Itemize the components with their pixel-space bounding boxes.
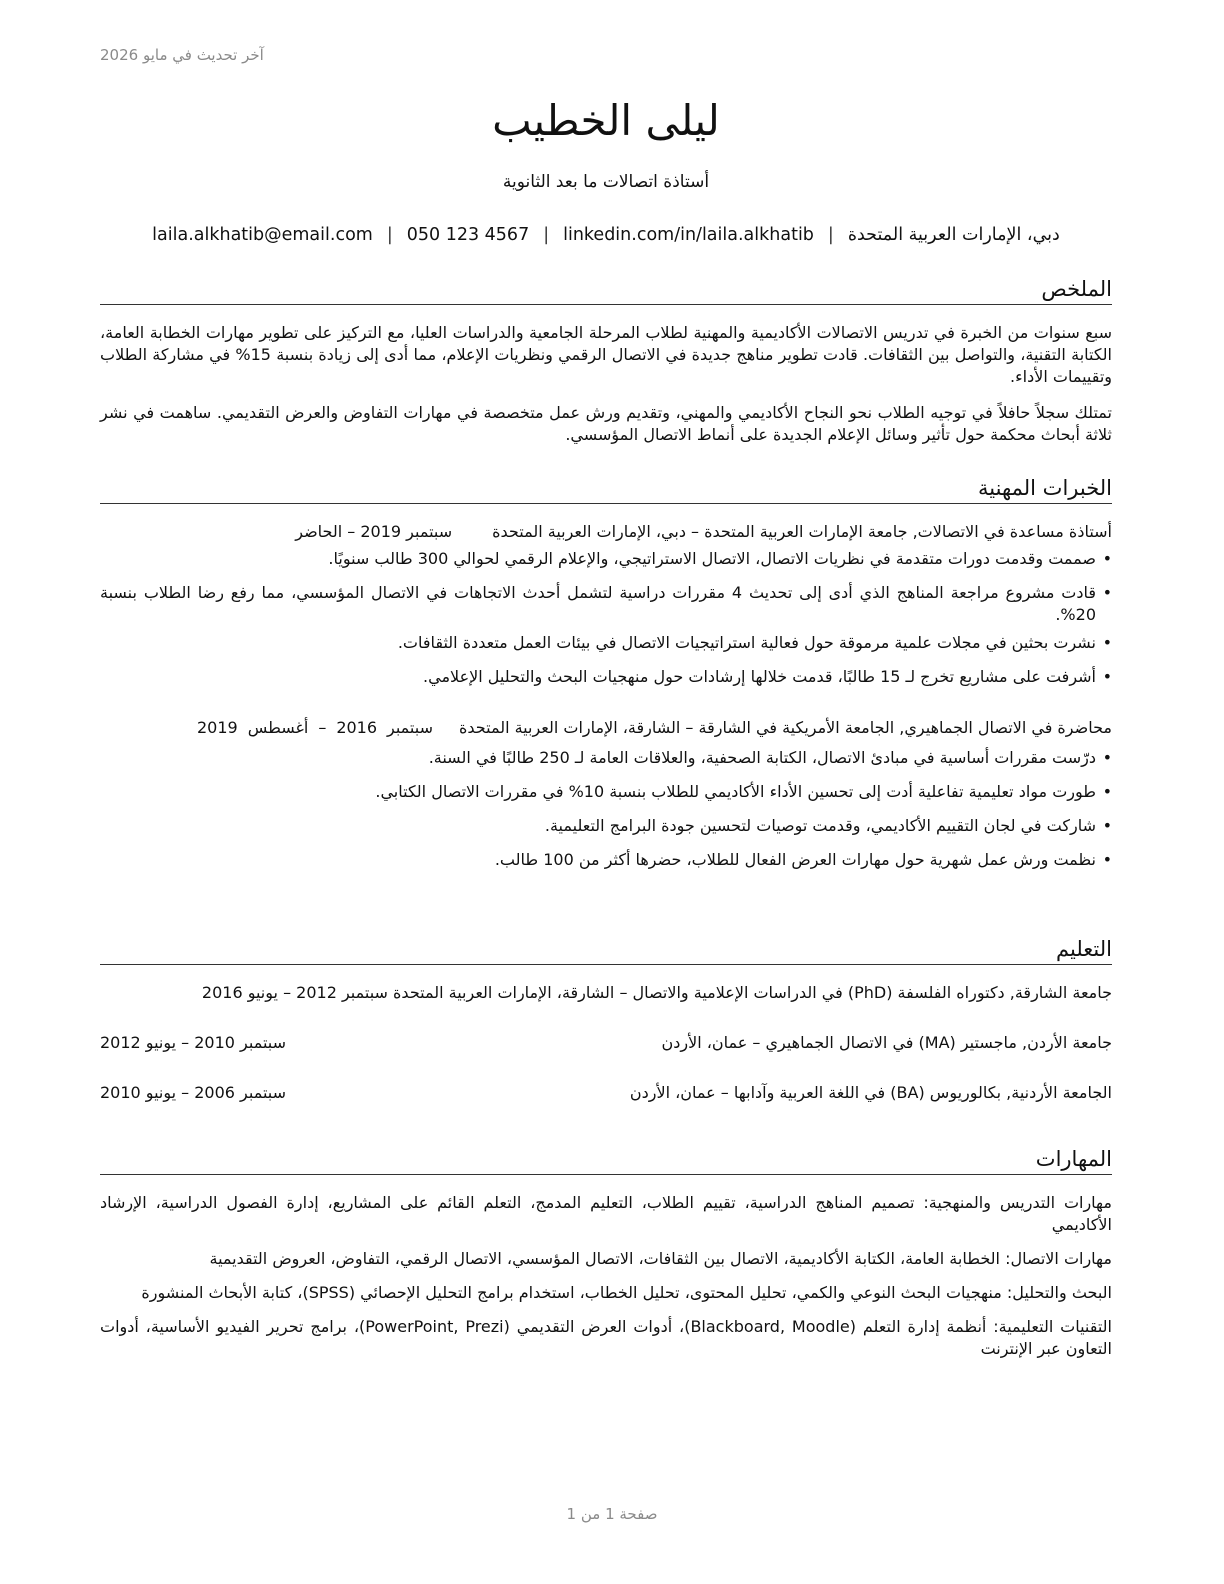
- job-bullets: [100, 548, 1112, 688]
- list-item: • شاركت في لجان التقييم الأكاديمي، وقدمت توصيات لتحسين جودة البرامج التعليمية.: [100, 815, 1112, 837]
- education-dates: سبتمبر 2006 – يونيو 2010: [100, 1083, 287, 1102]
- last-updated-note: آخر تحديث في مايو 2026: [100, 46, 264, 64]
- skill-group: البحث والتحليل: منهجيات البحث النوعي والكمي، تحليل المحتوى، تحليل الخطاب، استخدام برامج التحليل الإحصائي (SPSS)، كتابة الأبحاث المنشورة: [141, 1283, 1112, 1302]
- section-heading-summary: الملخص: [100, 276, 1112, 305]
- contact-location: دبي، الإمارات العربية المتحدة: [847, 225, 1060, 245]
- job-entry: [100, 521, 1112, 688]
- list-item: • درّست مقررات أساسية في مبادئ الاتصال، الكتابة الصحفية، والعلاقات العامة لـ 250 طالبًا في السنة.: [100, 747, 1112, 769]
- education-degree: جامعة الأردن, ماجستير (MA) في الاتصال الجماهيري – عمان، الأردن: [661, 1033, 1112, 1052]
- page-number: صفحة 1 من 1: [566, 1505, 658, 1523]
- skill-group: التقنيات التعليمية: أنظمة إدارة التعلم (Blackboard, Moodle)، أدوات العرض التقديمي (PowerPoint, Prezi)، برامج تحرير الفيديو الأساسية، أدوات التعاون عبر الإنترنت: [100, 1317, 1112, 1358]
- summary-paragraph: سبع سنوات من الخبرة في تدريس الاتصالات الأكاديمية والمهنية لطلاب المرحلة الجامعية والدراسات العليا، مع التركيز على تطوير مهارات الخطابة العامة، الكتابة التقنية، والتواصل بين الثقافات. قادت تطوير مناهج جديدة في الاتصال الرقمي ونظريات الإعلام، مما أدى إلى زيادة بنسبة 15% في مشاركة الطلاب وتقييمات الأداء.: [100, 323, 1113, 386]
- job-entry: [100, 717, 1112, 871]
- education-dates: سبتمبر 2012 – يونيو 2016: [201, 983, 388, 1002]
- education-entry: [100, 1082, 1112, 1104]
- section-heading-experience: الخبرات المهنية: [100, 475, 1112, 504]
- job-title: محاضرة في الاتصال الجماهيري, الجامعة الأمريكية في الشارقة – الشارقة، الإمارات العربية المتحدة: [459, 718, 1112, 737]
- education-entry: [100, 982, 1112, 1004]
- job-dates: سبتمبر 2019 – الحاضر: [295, 522, 453, 541]
- section-heading-education: التعليم: [100, 936, 1112, 965]
- education-section: [100, 936, 1112, 1104]
- list-item: • نظمت ورش عمل شهرية حول مهارات العرض الفعال للطلاب، حضرها أكثر من 100 طالب.: [100, 849, 1112, 871]
- contact-email[interactable]: laila.alkhatib@email.com: [152, 225, 373, 245]
- education-entry: [100, 1032, 1112, 1054]
- candidate-title: أستاذة اتصالات ما بعد الثانوية: [502, 172, 710, 192]
- contact-separator: |: [543, 225, 550, 245]
- summary-paragraph: تمتلك سجلاً حافلاً في توجيه الطلاب نحو النجاح الأكاديمي والمهني، وتقديم ورش عمل متخصصة في مهارات التفاوض والعرض التقديمي. ساهمت في نشر ثلاثة أبحاث محكمة حول تأثير وسائل الإعلام الجديدة على أنماط الاتصال المؤسسي.: [100, 403, 1112, 444]
- contact-linkedin[interactable]: linkedin.com/in/laila.alkhatib: [563, 225, 814, 245]
- job-bullets: [100, 747, 1112, 871]
- job-dates: سبتمبر 2016 – أغسطس 2019: [197, 718, 433, 737]
- contact-phone[interactable]: 050 123 4567: [406, 225, 530, 245]
- summary-section: [100, 276, 1112, 446]
- job-title: أستاذة مساعدة في الاتصالات, جامعة الإمارات العربية المتحدة – دبي، الإمارات العربية المتحدة: [492, 522, 1112, 541]
- contact-line: [100, 225, 1112, 245]
- list-item: • طورت مواد تعليمية تفاعلية أدت إلى تحسين الأداء الأكاديمي للطلاب بنسبة 10% في مقررات الاتصال الكتابي.: [100, 781, 1112, 803]
- contact-separator: |: [386, 225, 393, 245]
- education-dates: سبتمبر 2010 – يونيو 2012: [100, 1033, 287, 1052]
- education-degree: [100, 982, 1112, 1004]
- skill-group: مهارات الاتصال: الخطابة العامة، الكتابة الأكاديمية، الاتصال بين الثقافات، الاتصال المؤسسي، الاتصال الرقمي، التفاوض، العروض التقديمية: [209, 1249, 1112, 1268]
- experience-section: [100, 475, 1112, 871]
- resume-page: [100, 0, 1112, 1584]
- section-heading-skills: المهارات: [100, 1146, 1112, 1175]
- contact-separator: |: [827, 225, 834, 245]
- candidate-name: ليلى الخطيب: [492, 96, 720, 145]
- list-item: • قادت مشروع مراجعة المناهج الذي أدى إلى تحديث 4 مقررات دراسية لتشمل أحدث الاتجاهات في الاتصال المؤسسي، مما رفع رضا الطلاب بنسبة 20%.: [100, 582, 1112, 626]
- education-degree: الجامعة الأردنية, بكالوريوس (BA) في اللغة العربية وآدابها – عمان، الأردن: [629, 1083, 1112, 1102]
- list-item: • نشرت بحثين في مجلات علمية مرموقة حول فعالية استراتيجيات الاتصال في بيئات العمل متعددة الثقافات.: [100, 632, 1112, 654]
- education-degree-text: جامعة الشارقة, دكتوراه الفلسفة (PhD) في الدراسات الإعلامية والاتصال – الشارقة، الإمارات العربية المتحدة: [393, 983, 1112, 1002]
- skills-section: [100, 1146, 1112, 1360]
- list-item: • صممت وقدمت دورات متقدمة في نظريات الاتصال، الاتصال الاستراتيجي، والإعلام الرقمي لحوالي 300 طالب سنويًا.: [100, 548, 1112, 570]
- list-item: • أشرفت على مشاريع تخرج لـ 15 طالبًا، قدمت خلالها إرشادات حول منهجيات البحث والتحليل الإعلامي.: [100, 666, 1112, 688]
- skill-group: مهارات التدريس والمنهجية: تصميم المناهج الدراسية، تقييم الطلاب، التعليم المدمج، التعلم القائم على المشاريع، إدارة الفصول الدراسية، الإرشاد الأكاديمي: [100, 1193, 1112, 1234]
